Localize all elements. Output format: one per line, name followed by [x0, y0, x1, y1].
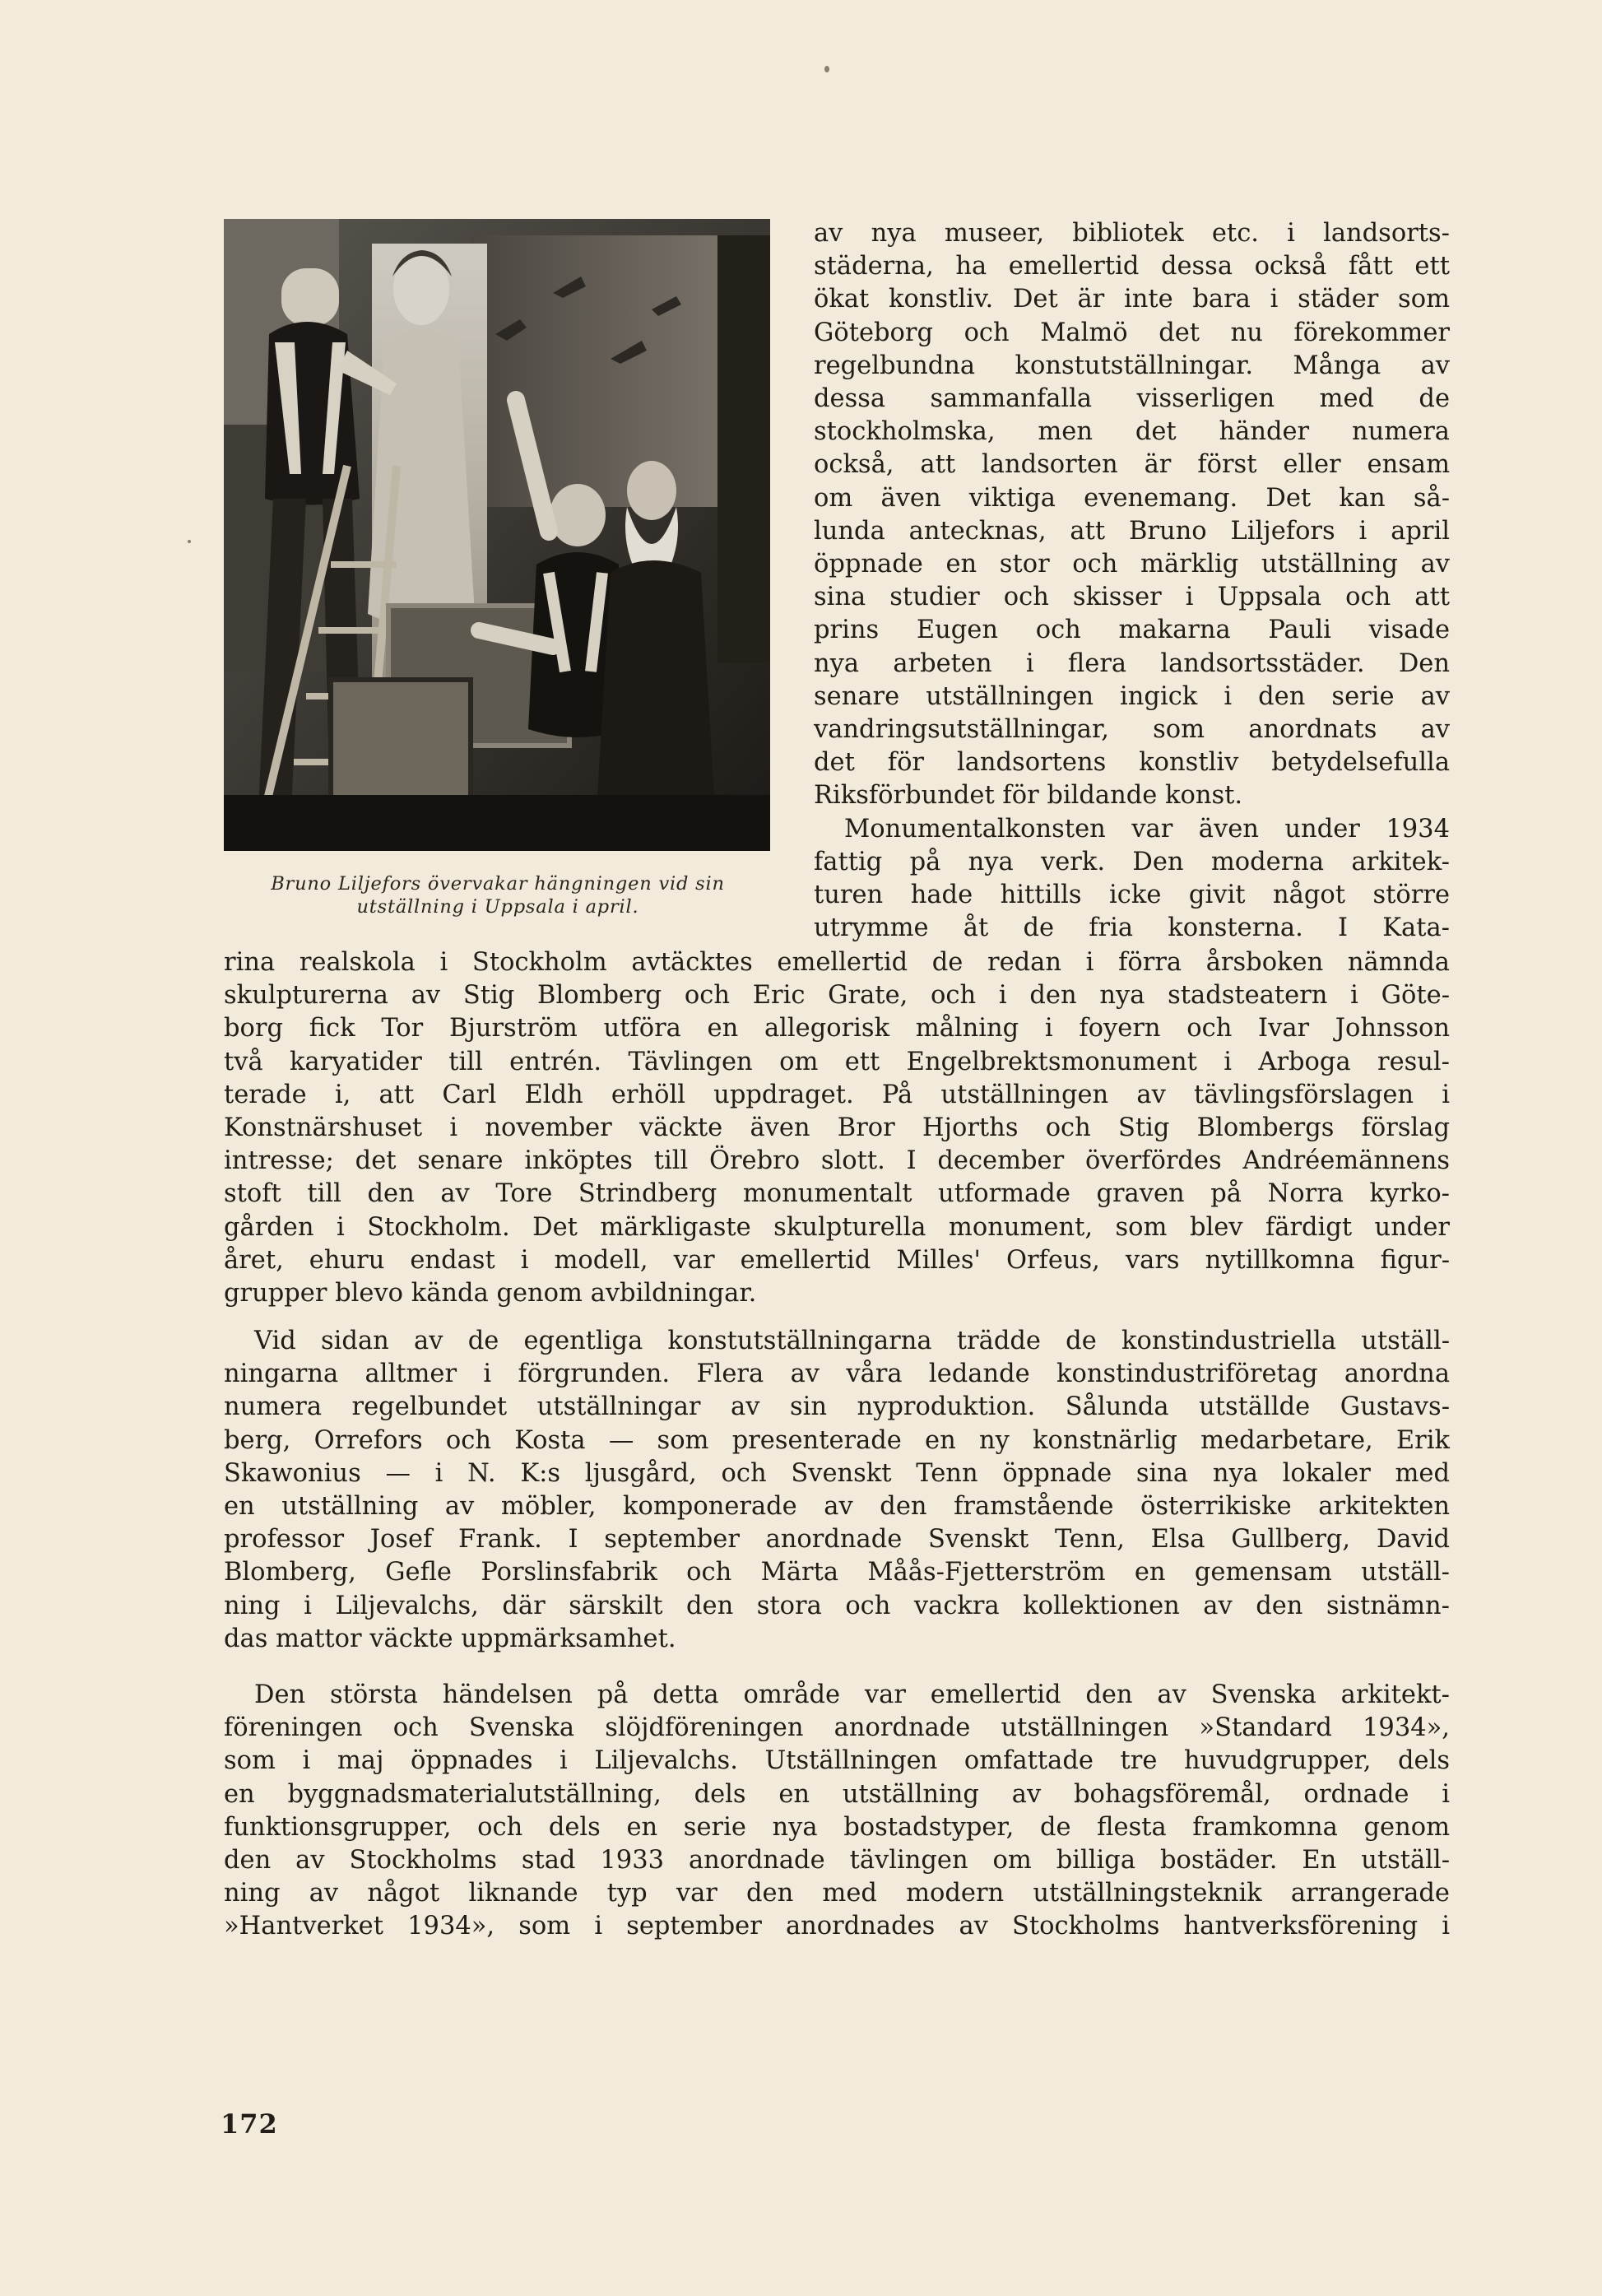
- text-line: dessa sammanfalla visserligen med de: [814, 384, 1450, 414]
- text-line: året, ehuru endast i modell, var emellertid Milles' Orfeus, vars nytillkomna figur-: [224, 1245, 1450, 1275]
- text-line: en byggnadsmaterialutställning, dels en utställning av bohagsföremål, ordnade i: [224, 1779, 1450, 1809]
- text-line: turen hade hittills icke givit något större: [814, 881, 1450, 910]
- text-line: föreningen och Svenska slöjdföreningen anordnade utställningen »Standard 1934»,: [224, 1713, 1450, 1743]
- text-line: om även viktiga evenemang. Det kan så-: [814, 483, 1450, 513]
- text-line: Göteborg och Malmö det nu förekommer: [814, 318, 1450, 347]
- text-line: den av Stockholms stad 1933 anordnade tävlingen om billiga bostäder. En utställ-: [224, 1846, 1450, 1875]
- photo-caption: [206, 872, 790, 918]
- text-line: stockholmska, men det händer numera: [814, 417, 1450, 447]
- text-line: lunda antecknas, att Bruno Liljefors i april: [814, 516, 1450, 546]
- text-line: utrymme åt de fria konsterna. I Kata-: [814, 913, 1450, 943]
- text-line: terade i, att Carl Eldh erhöll uppdraget. På utställningen av tävlingsförslagen i: [224, 1080, 1450, 1109]
- text-line: ökat konstliv. Det är inte bara i städer som: [814, 285, 1450, 314]
- text-line: Riksförbundet för bildande konst.: [814, 781, 1243, 811]
- text-line: det för landsortens konstliv betydelsefulla: [814, 748, 1450, 778]
- text-line: Blomberg, Gefle Porslinsfabrik och Märta Måås-Fjetterström en gemensam utställ-: [224, 1558, 1450, 1587]
- text-line: intresse; det senare inköptes till Örebro slott. I december överfördes Andréemännens: [224, 1146, 1450, 1176]
- paragraph-standard-1934: [224, 1679, 1450, 1944]
- paper-speck: [824, 66, 829, 72]
- text-line: nya arbeten i flera landsortsstäder. Den: [814, 648, 1450, 678]
- text-line: öppnade en stor och märklig utställning av: [814, 550, 1450, 579]
- photograph-illustration: [224, 219, 770, 851]
- caption-line: utställning i Uppsala i april.: [356, 896, 639, 918]
- text-line: som i maj öppnades i Liljevalchs. Utställningen omfattade tre huvudgrupper, dels: [224, 1746, 1450, 1776]
- caption-line: Bruno Liljefors övervakar hängningen vid sin: [271, 873, 725, 895]
- text-line: senare utställningen ingick i den serie av: [814, 681, 1450, 711]
- text-line: gården i Stockholm. Det märkligaste skulpturella monument, som blev färdigt under: [224, 1212, 1450, 1242]
- text-line: Vid sidan av de egentliga konstutställningarna trädde de konstindustriella utställ-: [254, 1327, 1450, 1355]
- text-line: Monumentalkonsten var även under 1934: [844, 814, 1450, 844]
- paper-speck: [188, 540, 191, 543]
- text-line: en utställning av möbler, komponerade av den framstående österrikiske arkitekten: [224, 1492, 1450, 1522]
- text-line: das mattor väckte uppmärksamhet.: [224, 1624, 676, 1653]
- text-line: fattig på nya verk. Den moderna arkitek-: [814, 847, 1450, 876]
- text-line: också, att landsorten är först eller ensam: [814, 450, 1450, 480]
- text-line: prins Eugen och makarna Pauli visade: [814, 616, 1450, 645]
- text-line: Konstnärshuset i november väckte även Bror Hjorths och Stig Blombergs förslag: [224, 1113, 1450, 1143]
- page-number: 172: [221, 2108, 278, 2140]
- text-line: vandringsutställningar, som anordnats av: [814, 715, 1450, 745]
- text-line: ningarna alltmer i förgrunden. Flera av våra ledande konstindustriföretag anordna: [224, 1359, 1450, 1389]
- text-line: ning av något liknande typ var den med modern utställningsteknik arrangerade: [224, 1879, 1450, 1908]
- text-line: funktionsgrupper, och dels en serie nya bostadstyper, de flesta framkomna genom: [224, 1812, 1450, 1842]
- text-line: städerna, ha emellertid dessa också fått ett: [814, 252, 1450, 281]
- paragraph-applied-arts: [224, 1325, 1450, 1656]
- text-line: ning i Liljevalchs, där särskilt den stora och vackra kollektionen av den sistnämn-: [224, 1591, 1450, 1620]
- text-line: borg fick Tor Bjurström utföra en allegorisk målning i foyern och Ivar Johnsson: [224, 1014, 1450, 1043]
- text-line: stoft till den av Tore Strindberg monumentalt utformade graven på Norra kyrko-: [224, 1179, 1450, 1209]
- paragraph-monumental: [224, 946, 1450, 1310]
- text-line: numera regelbundet utställningar av sin nyproduktion. Sålunda utställde Gustavs-: [224, 1392, 1450, 1422]
- text-line: två karyatider till entrén. Tävlingen om ett Engelbrektsmonument i Arboga resul-: [224, 1047, 1450, 1076]
- photograph: [224, 219, 770, 851]
- text-line: Skawonius — i N. K:s ljusgård, och Svenskt Tenn öppnade sina nya lokaler med: [224, 1458, 1450, 1488]
- text-line: av nya museer, bibliotek etc. i landsorts-: [814, 219, 1450, 248]
- text-line: professor Josef Frank. I september anordnade Svenskt Tenn, Elsa Gullberg, David: [224, 1525, 1450, 1555]
- text-line: skulpturerna av Stig Blomberg och Eric Grate, och i den nya stadsteatern i Göte-: [224, 981, 1450, 1011]
- text-line: berg, Orrefors och Kosta — som presenterade en ny konstnärlig medarbetare, Erik: [224, 1425, 1450, 1455]
- text-line: rina realskola i Stockholm avtäcktes emellertid de redan i förra årsboken nämnda: [224, 948, 1450, 977]
- text-line: regelbundna konstutställningar. Många av: [814, 351, 1450, 380]
- text-line: grupper blevo kända genom avbildningar.: [224, 1279, 757, 1308]
- text-line: Den största händelsen på detta område var emellertid den av Svenska arkitekt-: [254, 1680, 1450, 1709]
- text-column-right: [814, 217, 1450, 945]
- text-line: sina studier och skisser i Uppsala och att: [814, 583, 1450, 612]
- text-line: »Hantverket 1934», som i september anordnades av Stockholms hantverksförening i: [224, 1912, 1450, 1941]
